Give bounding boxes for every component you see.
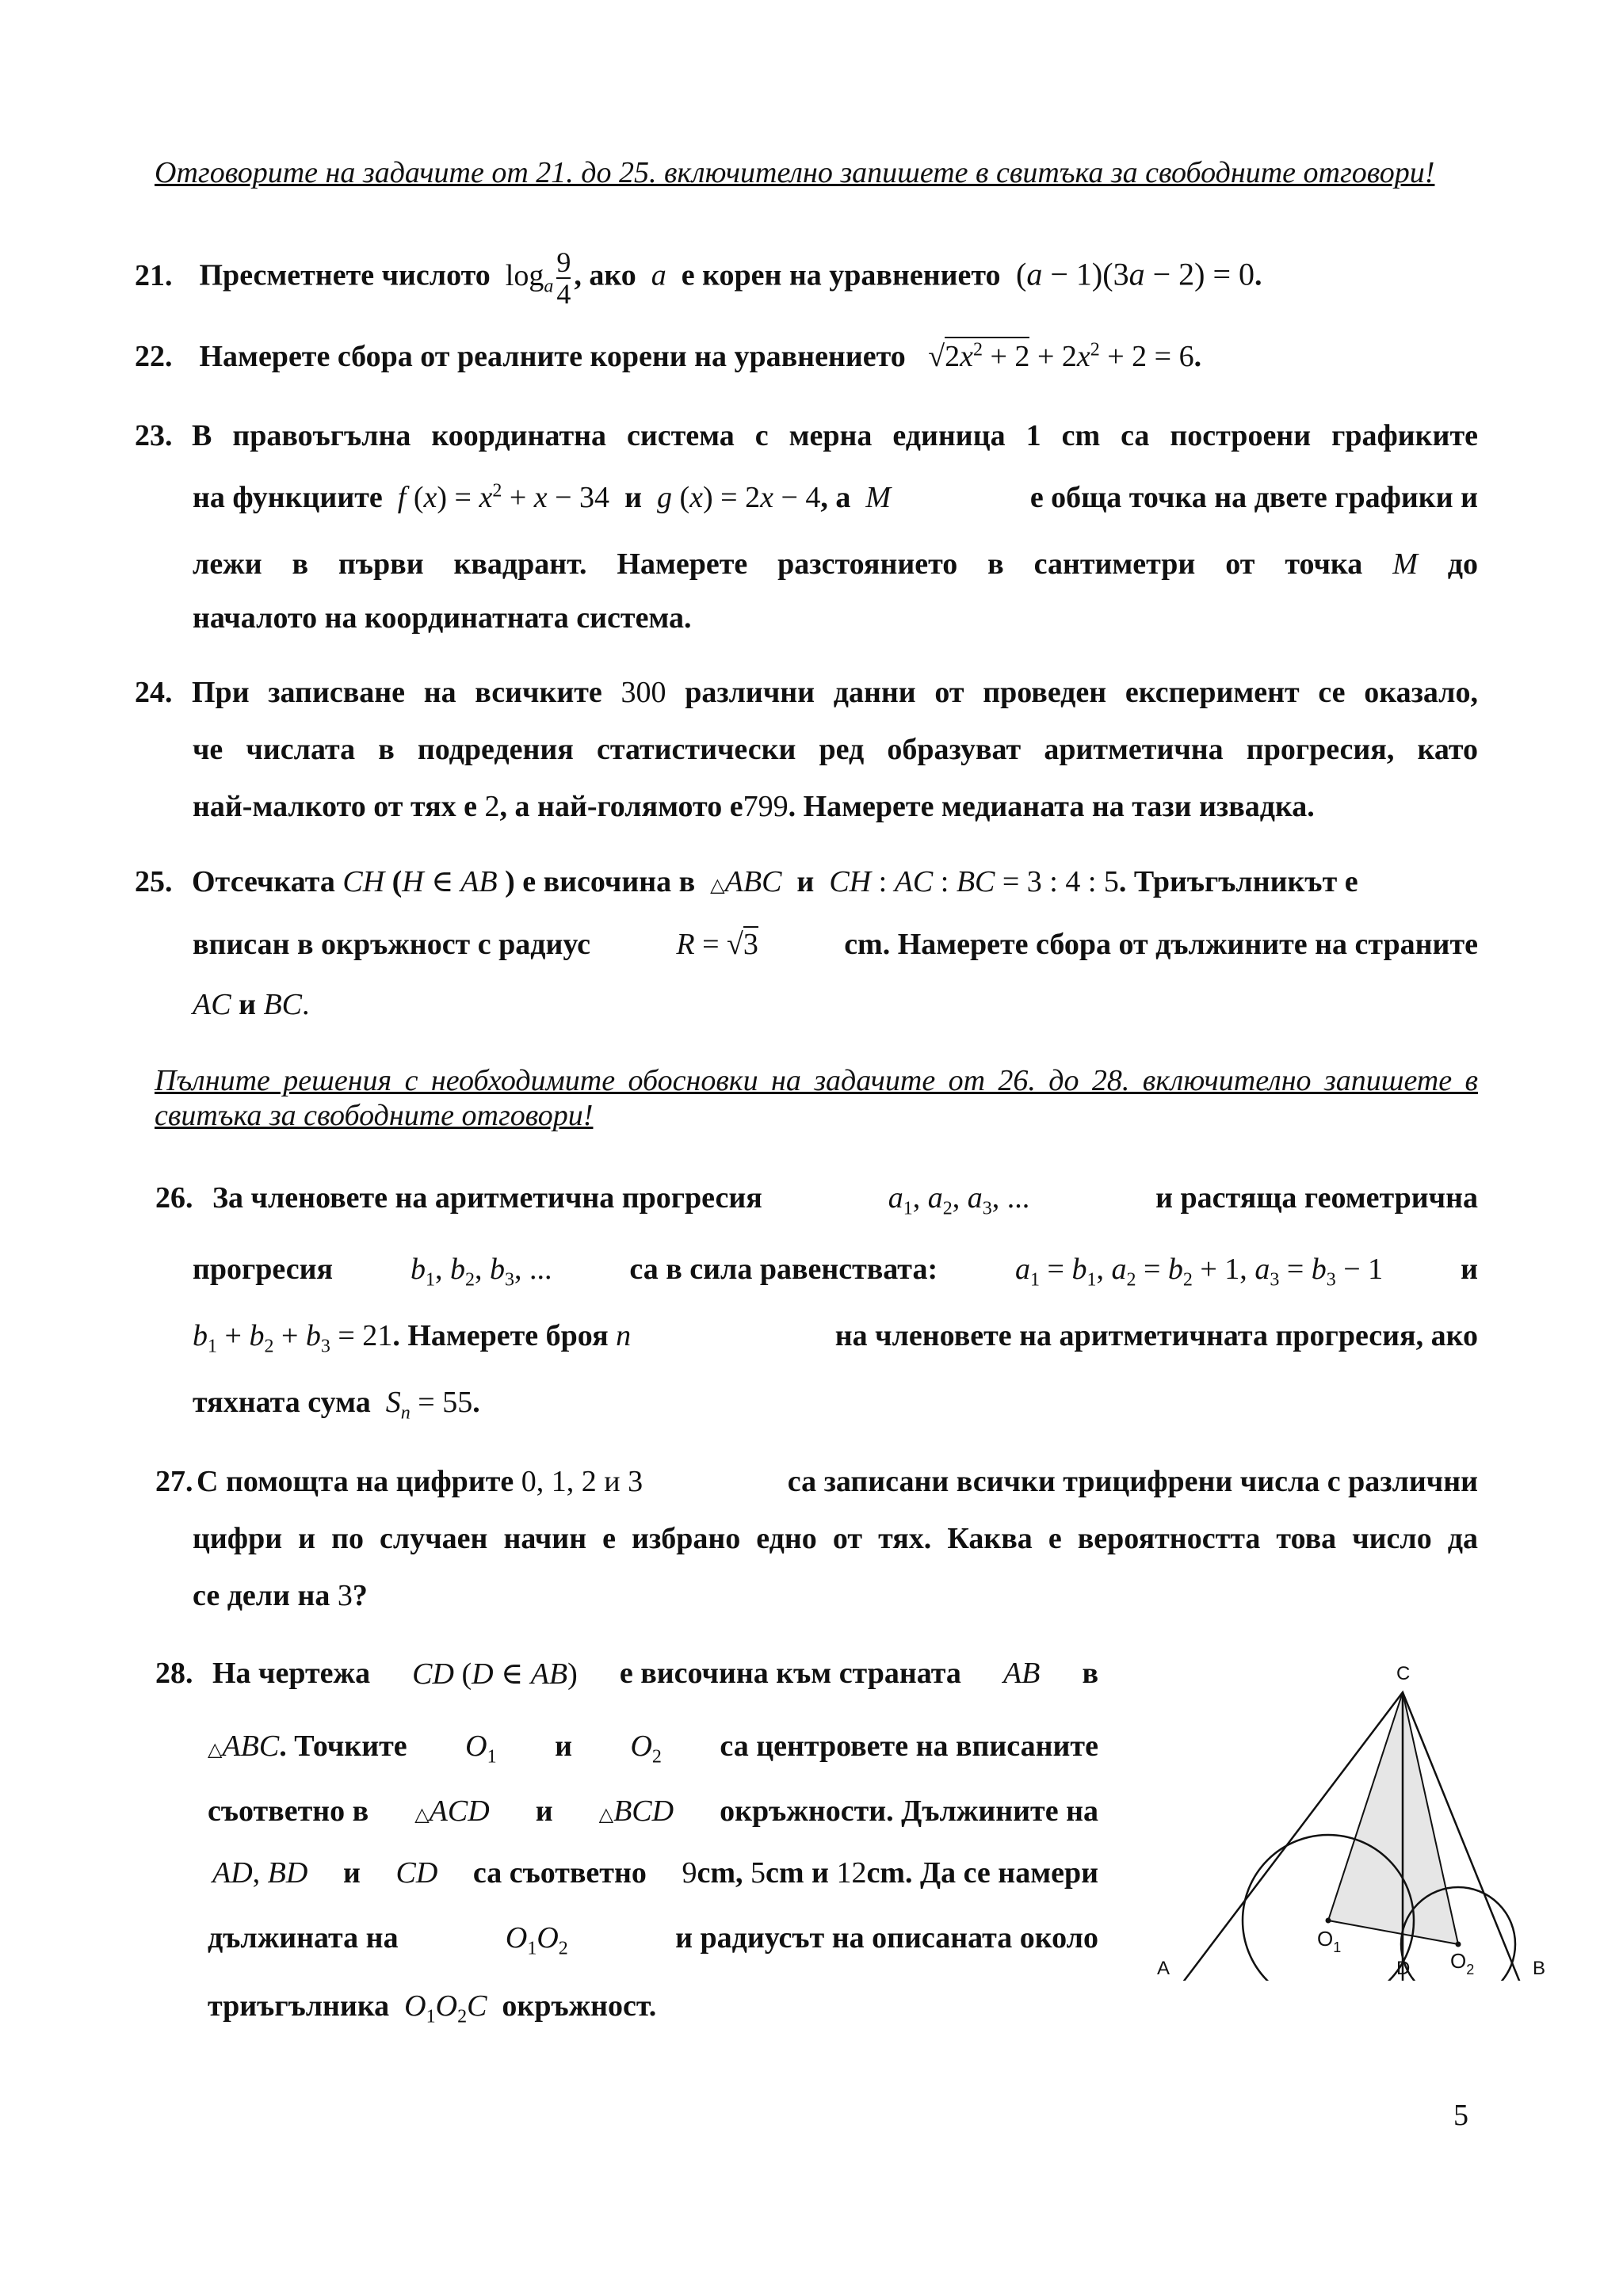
problem-text: съответно в [208, 1794, 369, 1828]
problem-27-line-2: цифри и по случаен начин е избрано едно от тях. Каква е вероятността това число да [193, 1522, 1478, 1555]
problem-23-line-1 [135, 418, 1478, 453]
triangle-abc: △ABC [710, 865, 782, 898]
problem-25-line-1 [135, 864, 1478, 899]
problem-text: . Намерете броя [392, 1319, 609, 1352]
problem-text: , [252, 1856, 261, 1890]
problem-text: на членовете на аритметичната прогресия, ако [834, 1319, 1478, 1352]
problem-text: са центровете на вписаните [720, 1730, 1098, 1763]
problem-text: тяхната сума [193, 1386, 371, 1419]
triangle-abc: △ABC [208, 1730, 280, 1763]
label-c: C [1396, 1663, 1411, 1684]
variable-m: M [1392, 547, 1418, 581]
problem-text: са съответно [472, 1856, 647, 1890]
digits: 0, 1, 2 [521, 1465, 597, 1498]
side-ac: AC [193, 988, 231, 1021]
problem-text: cm и [766, 1856, 829, 1890]
problem-text: окръжности. Дължините на [720, 1794, 1098, 1828]
problem-26-line-3 [193, 1318, 1478, 1357]
problem-28-line-6 [208, 1989, 657, 2027]
problem-text: cm. Намерете сбора от дължините на страните [844, 928, 1478, 961]
problem-number: 27. [155, 1465, 193, 1498]
label-o2-letter: O [1450, 1949, 1467, 1973]
problem-text: . Намерете медианата на тази извадка. [788, 790, 1315, 823]
problem-text: вписан в окръжност с радиус [193, 928, 591, 961]
digit-3: 3 [337, 1579, 353, 1612]
formula-radius: R = √3 [676, 928, 758, 961]
problem-text: и [1461, 1253, 1478, 1286]
side-bc: BC [263, 988, 303, 1021]
value-5: 5 [750, 1856, 766, 1890]
formula-cd: CD (D ∈ AB) [412, 1657, 578, 1691]
problem-text: е височина към страната [619, 1657, 961, 1690]
formula-f: f $(x) = x^2 + x - 34$ [397, 480, 617, 514]
problem-26-line-2 [193, 1252, 1478, 1291]
problem-text: С помощта на цифрите [197, 1465, 514, 1498]
problem-text: . [1193, 340, 1202, 373]
problem-number: 21. [135, 258, 173, 292]
number-2: 2 [484, 790, 500, 823]
problem-text: най-малкото от тях е [193, 790, 478, 823]
page-number: 5 [1453, 2099, 1468, 2132]
instruction-note-26-28: Пълните решения с необходимите обосновки на задачите от 26. до 28. включително запишете в свитъка за свободните отговори! [155, 1064, 1478, 1132]
problem-28-line-3 [208, 1794, 1098, 1829]
problem-text: cm, [697, 1856, 743, 1890]
number-799: 799 [743, 790, 789, 823]
label-o2 [1450, 1949, 1474, 1978]
problem-text: различни данни от проведен експеримент се оказало, [685, 676, 1478, 709]
problem-text: , а [820, 481, 851, 514]
label-a: A [1157, 1958, 1170, 1979]
problem-text: лежи в първи квадрант. Намерете разстоянието в сантиметри от точка [193, 547, 1363, 581]
triangle-bcd: △BCD [598, 1794, 674, 1828]
label-o1-sub: 1 [1333, 1939, 1342, 1955]
problem-text: и растяща геометрична [1155, 1181, 1478, 1215]
problem-text: и радиусът на описаната около [675, 1921, 1098, 1955]
formula-h-in-ab: H ∈ AB [402, 865, 498, 898]
triangle-figure [1141, 1648, 1569, 1981]
problem-text: cm. Да се намери [866, 1856, 1098, 1890]
problem-text: и [604, 1465, 621, 1498]
formula-ratio: CH : AC : BC = 3 : 4 : 5 [829, 865, 1119, 898]
problem-23-line-3 [193, 547, 1478, 582]
segment-ch: CH [342, 865, 385, 898]
problem-text: ) е височина в [505, 865, 696, 898]
number-300: 300 [621, 676, 666, 709]
problem-text: и [624, 481, 642, 514]
triangle-o1o2c: $O_1O_2C$ [404, 1989, 487, 2027]
point-o2: $O_2$ [630, 1730, 662, 1768]
segment-o1o2: $O_1O_2$ [505, 1921, 568, 1959]
problem-text: на функциите [193, 481, 383, 514]
instruction-note-21-25: Отговорите на задачите от 21. до 25. включително запишете в свитъка за свободните отговори! [155, 156, 1435, 189]
problem-number: 28. [155, 1657, 193, 1690]
problem-28-line-4 [212, 1855, 1098, 1890]
problem-text: ? [352, 1579, 368, 1612]
problem-23-line-4: началото на координатната система. [193, 601, 692, 635]
formula-g: g (x) = 2x − 4 [656, 481, 821, 514]
problem-text: Намерете сбора от реалните корени на уравнението [199, 340, 906, 373]
problem-text: . Точките [279, 1730, 407, 1763]
problem-text: Отсечката [192, 865, 335, 898]
problem-text: и [555, 1730, 572, 1763]
problem-number: 22. [135, 340, 173, 373]
problem-26-line-1 [155, 1180, 1478, 1219]
problem-text: и [796, 865, 815, 898]
problem-21 [135, 247, 1262, 309]
problem-text: Пресметнете числото [199, 258, 491, 292]
problem-text: В правоъгълна координатна система с мерна единица 1 cm са построени графиките [192, 419, 1478, 452]
problem-25-line-2 [193, 927, 1478, 962]
problem-text: дължината на [208, 1921, 399, 1955]
formula-arith-seq: $a_1$, $a_2$, $a_3$, ... [888, 1181, 1030, 1219]
shaded-triangle-o1o2c [1328, 1692, 1458, 1944]
problem-text: . [1254, 258, 1262, 292]
formula-equalities: $a_1 = b_1$, $a_2 = b_2 + 1$, $a_3 = b_3 - 1$ [1015, 1253, 1384, 1291]
problem-28-line-2 [208, 1729, 1098, 1768]
label-b: B [1533, 1958, 1546, 1979]
segment-bd: BD [267, 1856, 308, 1890]
problem-22 [135, 339, 1201, 374]
problem-text: , а най-голямото е [499, 790, 743, 823]
problem-number: 25. [135, 865, 173, 898]
formula-sum-b: $b_1 + b_2 + b_3 = 21$ [193, 1319, 393, 1357]
segment-cd: CD [395, 1856, 438, 1890]
formula-equation: (a − 1)(3a − 2) = 0 [1008, 256, 1255, 292]
problem-text: до [1447, 547, 1478, 581]
problem-text: е корен на уравнението [681, 258, 1001, 292]
problem-text: На чертежа [212, 1657, 371, 1690]
problem-27-line-3 [193, 1578, 368, 1613]
problem-number: 24. [135, 676, 173, 709]
point-o1-dot [1326, 1918, 1331, 1924]
digit-3: 3 [628, 1465, 643, 1498]
problem-text: са в сила равенствата: [629, 1253, 938, 1286]
point-o2-dot [1456, 1942, 1461, 1947]
side-ab: AB [1002, 1657, 1041, 1690]
problem-text: окръжност. [502, 1989, 657, 2023]
label-o1-letter: O [1317, 1927, 1334, 1951]
problem-text: и [342, 1856, 361, 1890]
problem-text: За членовете на аритметична прогресия [212, 1181, 762, 1215]
formula-radical-equation: $√2x^2 + 2 + 2x^2 + 2 = 6$ [913, 340, 1193, 373]
problem-text: При записване на всичките [192, 676, 602, 709]
problem-text: ( [391, 865, 403, 898]
value-12: 12 [836, 1856, 867, 1890]
label-o1 [1317, 1927, 1341, 1955]
point-o1: $O_1$ [465, 1730, 497, 1768]
formula-log: $\log_a$ $\frac{9}{4}$ [498, 246, 571, 310]
problem-text: . [302, 988, 310, 1021]
problem-text: се дели на [193, 1579, 330, 1612]
formula-sn: $S_n = 55$ [385, 1386, 473, 1424]
triangle-acd: △ACD [414, 1794, 490, 1828]
problem-23-line-2 [193, 480, 1478, 515]
variable-n: n [616, 1319, 632, 1352]
problem-text: триъгълника [208, 1989, 390, 2023]
variable-m: M [857, 481, 899, 514]
label-d: D [1396, 1958, 1411, 1979]
problem-text: . Триъгълникът е [1118, 865, 1358, 898]
problem-text: . [472, 1386, 480, 1419]
problem-25-line-3 [193, 987, 310, 1022]
formula-geom-seq: $b_1$, $b_2$, $b_3$, ... [410, 1253, 552, 1291]
problem-24-line-2: че числата в подредения статистически ред образуват аритметична прогресия, като [193, 733, 1478, 766]
problem-26-line-4 [193, 1385, 480, 1424]
label-o2-sub: 2 [1466, 1962, 1475, 1978]
problem-24-line-1 [135, 675, 1478, 710]
problem-number: 23. [135, 419, 173, 452]
problem-text: в [1082, 1657, 1098, 1690]
problem-27-line-1 [155, 1464, 1478, 1499]
problem-text: са записани всички трицифрени числа с различни [787, 1465, 1478, 1498]
problem-text: прогресия [193, 1253, 334, 1286]
problem-number: 26. [155, 1181, 193, 1215]
variable-a: a [643, 258, 674, 292]
problem-28-line-1 [155, 1656, 1098, 1691]
segment-ad: AD [212, 1856, 253, 1890]
problem-28-line-5 [208, 1920, 1098, 1959]
problem-text: и [535, 1794, 553, 1828]
problem-24-line-3 [193, 789, 1315, 824]
problem-text: , ако [574, 258, 636, 292]
problem-text: е обща точка на двете графики и [1029, 481, 1478, 514]
problem-text: и [239, 988, 256, 1021]
value-9: 9 [682, 1856, 697, 1890]
